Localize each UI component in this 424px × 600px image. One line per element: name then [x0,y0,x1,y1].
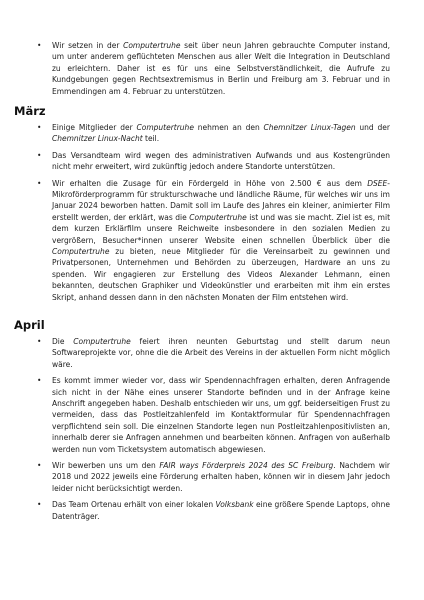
item-emphasis: Chemnitzer Linux-Nacht [52,134,143,144]
item-emphasis: FAIR ways Förderpreis 2024 des SC Freiburg [159,461,334,471]
item-text: feiert ihren neunten Geburtstag und stellt darum neun Softwareprojekte vor, ohne die die Arbeit des Vereins in der aktuellen Form nicht möglich wäre. [52,337,390,369]
item-text: -Mikroförderprogramm für strukturschwache und ländliche Räume, für welches wir uns im Januar 2024 beworben hatten. Damit soll im Laufe des Jahres ein kleiner, animierter Film erstellt werden, der erklärt, was die [52,178,390,222]
item-emphasis: Volksbank [215,500,254,510]
item-text: Das Versandteam wird wegen des administrativen Aufwands und aus Kostengründen nicht mehr erweitert, wird zukünftig jedoch andere Standorte unterstützen. [52,150,390,172]
list-item [0,150,424,173]
item-text: . Nachdem wir 2018 und 2022 jeweils eine Förderung erhalten haben, können wir in diesem Jahr jedoch leider nicht berücksichtigt werden. [52,461,391,493]
item-text: zu bieten, neue Mitglieder für die Vereinsarbeit zu gewinnen und Privatpersonen, Unternehmen und Behörden zu überzeugen, Hardware an uns zu spenden. Wir engagieren zur Erstellung des Videos Alexander Lehmann, einen bekannten, deutschen Graphiker und Videokünstler und erarbeiten mit ihm ein erstes Skript, anhand dessen dann in den nächsten Monaten der Film entstehen wird. [52,247,390,302]
item-text: teil. [142,134,160,144]
item-text: ist und was sie macht. Ziel ist es, mit dem kurzen Erklärfilm unsere Reichweite insbesondere in den sozialen Medien zu vergrößern, Besucher*innen unserer Website einen schnellen Überblick über die [52,212,391,245]
item-emphasis: Chemnitzer Linux-Tagen [263,123,356,132]
item-text: seit über neun Jahren gebrauchte Computer instand, um unter anderem geflüchteten Menschen aus aller Welt die Integration in Deutschland zu erleichtern. Daher ist es für uns eine Selbstverständlichkeit, die Aufrufe zu Kundgebungen gegen Rechtsextremismus in Berlin und Freiburg am 3. Februar und in Emmendingen am 4. Februar zu unterstützen. [52,41,390,96]
list-item [0,122,424,145]
list-item [0,336,424,370]
item-emphasis: Computertruhe [52,247,110,257]
item-emphasis: Computertruhe [136,123,194,132]
list-item [0,499,424,522]
item-text: Einige Mitglieder der [52,123,137,132]
intro-list [0,40,424,102]
item-text: Es kommt immer wieder vor, dass wir Spendennachfragen erhalten, deren Anfragende sich nicht in der Nähe eines unserer Standorte befinden und in der Anfrage keine Anschrift angegeben haben. Deshalb entschieden wir uns, um ggf. beiderseitigen Frust zu vermeiden, dass das Postleitzahlenfeld im Kontaktformular für Spendennachfragen verpflichtend sein soll. Die einzelnen Standorte legen nun Postleitzahlenpositivlisten an, innerhalb derer sie Anfragen annehmen und bearbeiten können. Anfragen von außerhalb werden nun vom Ticketsystem automatisch abgewiesen. [52,376,390,454]
list-item [0,375,424,455]
april-list [0,336,424,527]
item-emphasis: Computertruhe [123,41,181,50]
item-text: Das Team Ortenau erhält von einer lokalen [52,500,216,510]
list-item [0,460,424,494]
section-heading-maerz: März [14,104,46,118]
item-text: Wir erhalten die Zusage für ein Fördergeld in Höhe von 2.500 € aus dem [52,178,368,188]
list-item [0,178,424,303]
item-emphasis: Computertruhe [189,212,247,222]
item-text: und der [355,123,390,132]
item-text: Die [52,337,74,346]
item-text: Wir bewerben uns um den [52,461,160,471]
item-emphasis: DSEE [367,178,388,188]
list-item [0,40,424,97]
item-text: Wir setzen in der [52,41,124,50]
item-text: eine größere Spende Laptops, ohne Datenträger. [52,500,390,521]
item-text: nehmen an den [193,123,264,132]
section-heading-april: April [14,318,45,332]
item-emphasis: Computertruhe [73,337,131,346]
maerz-list [0,122,424,308]
